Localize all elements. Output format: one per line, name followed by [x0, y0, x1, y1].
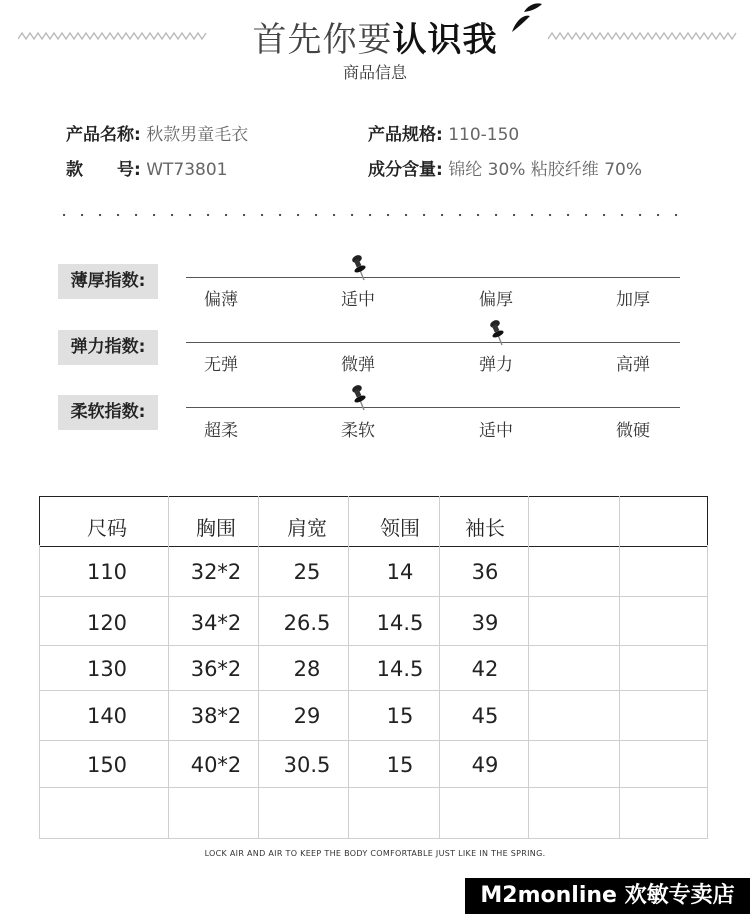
table-cell: 40*2: [190, 753, 242, 777]
index-option: 微硬: [616, 421, 650, 441]
index-label: 弹力指数:: [58, 330, 158, 365]
table-cell: 26.5: [283, 611, 331, 635]
page-title: [0, 12, 750, 61]
table-cell: 150: [86, 753, 128, 777]
ink-drops-icon: [506, 2, 546, 34]
table-row-divider: [39, 596, 708, 597]
product-spec-value: 110-150: [448, 125, 520, 145]
dotted-divider: [60, 207, 690, 223]
table-cell: 14.5: [376, 657, 424, 681]
composition-label: 成分含量:: [368, 160, 443, 180]
table-cell: 25: [293, 560, 321, 584]
composition-value: 锦纶 30% 粘胶纤维 70%: [448, 160, 643, 180]
table-cell: 14: [386, 560, 414, 584]
index-option: 微弹: [341, 355, 375, 375]
product-name-value: 秋款男童毛衣: [146, 125, 249, 145]
product-spec-label: 产品规格:: [368, 125, 443, 145]
table-cell: 28: [293, 657, 321, 681]
pushpin-icon: [349, 255, 369, 281]
table-border: [707, 545, 708, 838]
table-header-cell: 袖长: [465, 516, 505, 540]
subtitle: 商品信息: [342, 63, 407, 82]
product-spec: [368, 120, 519, 145]
style-number: [66, 155, 228, 180]
title-light: 首先你要: [252, 20, 393, 60]
table-cell: 49: [471, 753, 499, 777]
table-cell: 39: [471, 611, 499, 635]
product-name-label: 产品名称:: [66, 125, 141, 145]
index-label: 薄厚指数:: [58, 264, 158, 299]
table-cell: 140: [86, 704, 128, 728]
table-cell: 34*2: [190, 611, 242, 635]
index-scale-line: [186, 407, 680, 408]
pushpin-icon: [487, 320, 507, 346]
title-bold: 认识我: [392, 20, 498, 60]
footer-tagline: LOCK AIR AND AIR TO KEEP THE BODY COMFORTABLE JUST LIKE IN THE SPRING.: [204, 849, 546, 858]
table-cell: 30.5: [283, 753, 331, 777]
table-cell: 14.5: [376, 611, 424, 635]
index-option: 加厚: [616, 290, 650, 310]
table-cell: 29: [293, 704, 321, 728]
table-cell: 110: [86, 560, 128, 584]
table-row-divider: [39, 740, 708, 741]
index-option: 偏薄: [204, 290, 238, 310]
table-row-divider: [39, 838, 708, 839]
table-header-cell: 尺码: [87, 516, 127, 540]
index-option: 弹力: [479, 355, 513, 375]
table-cell: 38*2: [190, 704, 242, 728]
index-option: 柔软: [341, 421, 375, 441]
table-cell: 42: [471, 657, 499, 681]
table-header-cell: 肩宽: [287, 516, 327, 540]
table-cell: 130: [86, 657, 128, 681]
table-cell: 120: [86, 611, 128, 635]
table-row-divider: [39, 645, 708, 646]
style-number-label: 款 号:: [66, 160, 141, 180]
pushpin-icon: [349, 385, 369, 411]
table-cell: 36: [471, 560, 499, 584]
index-option: 超柔: [204, 421, 238, 441]
table-cell: 45: [471, 704, 499, 728]
product-name: [66, 120, 248, 145]
index-label: 柔软指数:: [58, 395, 158, 430]
index-option: 无弹: [204, 355, 238, 375]
index-option: 适中: [341, 290, 375, 310]
composition: [368, 155, 642, 180]
table-header-cell: 胸围: [196, 516, 236, 540]
table-cell: 36*2: [190, 657, 242, 681]
table-cell: 15: [386, 753, 414, 777]
style-number-value: WT73801: [146, 160, 228, 180]
index-scale-line: [186, 277, 680, 278]
shop-badge: M2monline 欢敏专卖店: [465, 878, 750, 914]
index-option: 高弹: [616, 355, 650, 375]
index-scale-line: [186, 342, 680, 343]
index-option: 偏厚: [479, 290, 513, 310]
table-cell: 32*2: [190, 560, 242, 584]
table-row-divider: [39, 787, 708, 788]
table-border: [39, 545, 40, 838]
table-header-cell: 领围: [380, 516, 420, 540]
size-table: [39, 496, 708, 838]
index-option: 适中: [479, 421, 513, 441]
table-cell: 15: [386, 704, 414, 728]
table-row-divider: [39, 690, 708, 691]
